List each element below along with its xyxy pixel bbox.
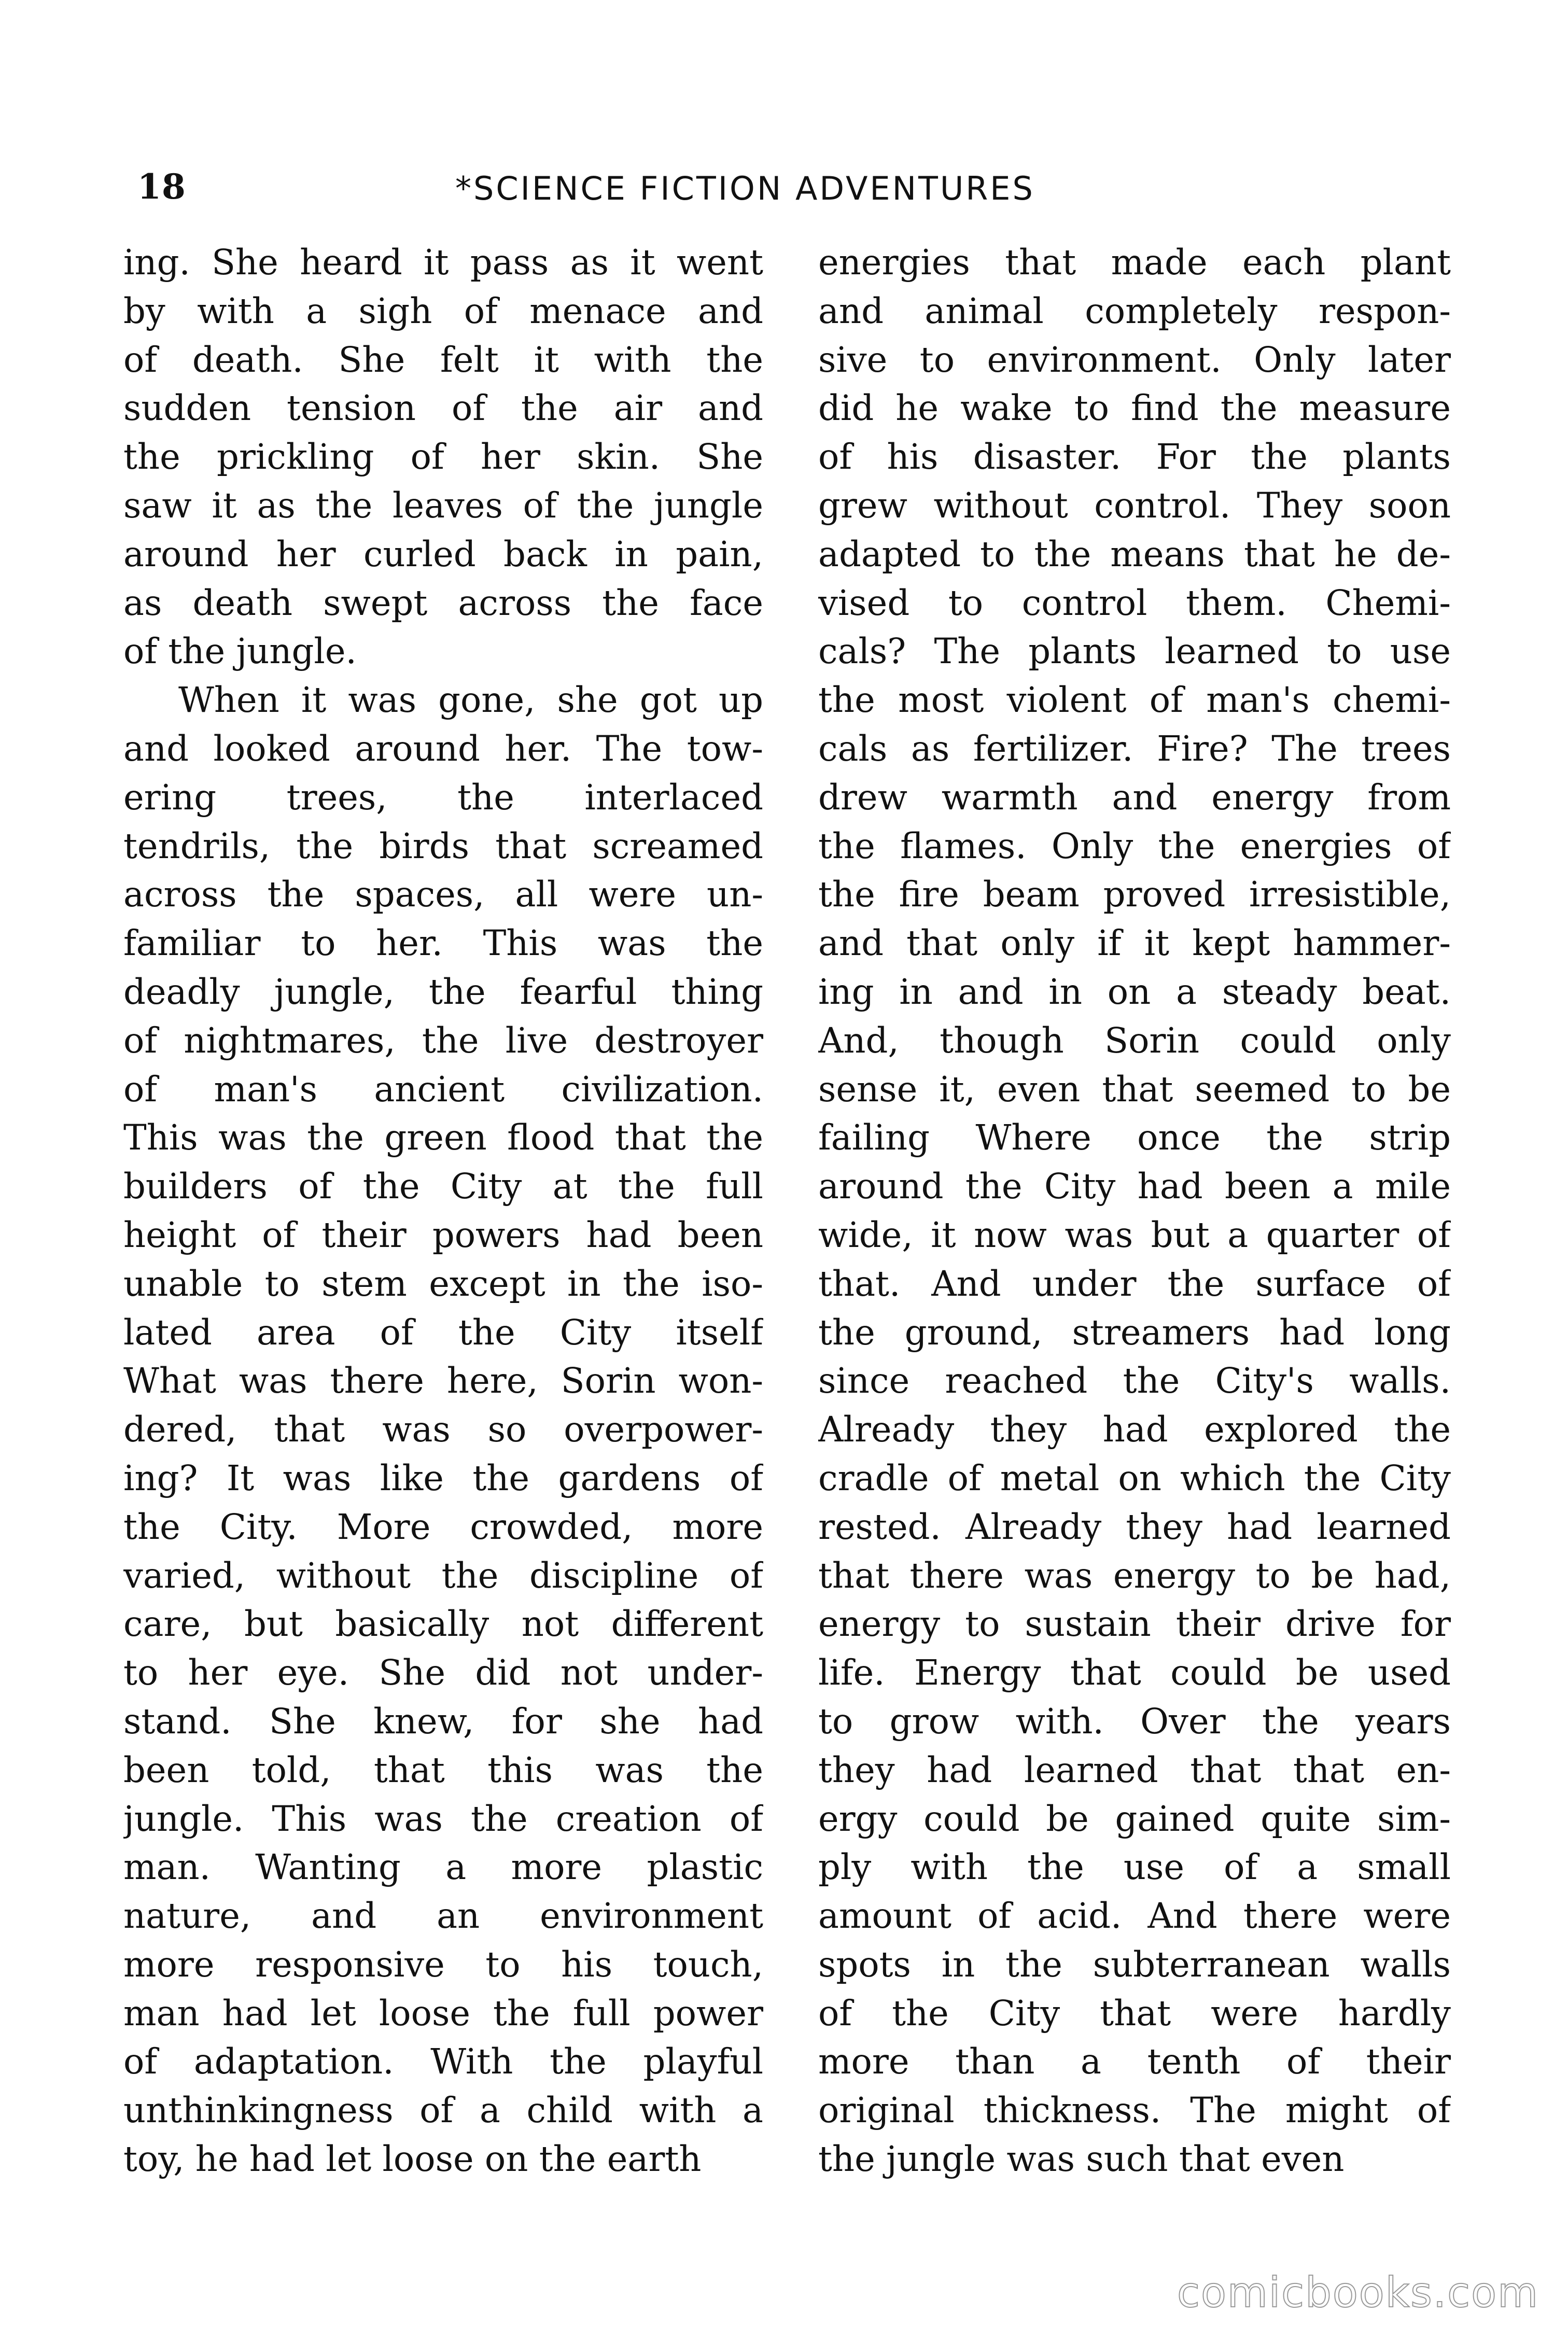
text-line: toy, he had let loose on the earth xyxy=(123,2139,702,2180)
text-line: and that only if it kept hammer- xyxy=(818,923,1451,964)
text-line: What was there here, Sorin won- xyxy=(123,1361,763,1401)
text-line: the City. More crowded, more xyxy=(123,1506,763,1547)
text-line: around the City had been a mile xyxy=(818,1166,1451,1207)
text-line: energies that made each plant xyxy=(818,242,1451,283)
text-line: ering trees, the interlaced xyxy=(123,777,763,818)
text-line: original thickness. The might of xyxy=(818,2090,1451,2131)
text-line: to her eye. She did not under- xyxy=(123,1652,763,1693)
text-line: Already they had explored the xyxy=(818,1409,1451,1450)
text-line: of his disaster. For the plants xyxy=(818,437,1451,478)
text-line: ing? It was like the gardens of xyxy=(123,1457,763,1498)
text-line: of adaptation. With the playful xyxy=(123,2041,763,2082)
text-line: When it was gone, she got up xyxy=(178,680,763,721)
text-line: failing Where once the strip xyxy=(818,1117,1451,1158)
text-line: adapted to the means that he de- xyxy=(818,534,1451,574)
text-line: deadly jungle, the fearful thing xyxy=(123,971,763,1012)
text-line: rested. Already they had learned xyxy=(818,1506,1451,1547)
text-line: This was the green flood that the xyxy=(123,1117,763,1158)
text-line: drew warmth and energy from xyxy=(818,777,1451,818)
text-line: to grow with. Over the years xyxy=(818,1701,1451,1742)
text-line: that. And under the surface of xyxy=(818,1263,1451,1304)
text-line: of death. She felt it with the xyxy=(123,339,763,380)
text-line: life. Energy that could be used xyxy=(818,1652,1451,1693)
text-line: the prickling of her skin. She xyxy=(123,437,763,478)
watermark: comicbooks.com xyxy=(1177,2268,1539,2317)
text-line: the ground, streamers had long xyxy=(818,1312,1451,1353)
text-line: sense it, even that seemed to be xyxy=(818,1069,1451,1110)
text-line: man had let loose the full power xyxy=(123,1993,763,2034)
text-line: the most violent of man's chemi- xyxy=(818,680,1451,721)
text-line: vised to control them. Chemi- xyxy=(818,582,1451,623)
text-line: lated area of the City itself xyxy=(123,1312,763,1353)
text-line: unthinkingness of a child with a xyxy=(123,2090,763,2131)
text-line: and looked around her. The tow- xyxy=(123,728,763,769)
text-line: ply with the use of a small xyxy=(818,1847,1451,1888)
running-title: *SCIENCE FICTION ADVENTURES xyxy=(455,170,1035,207)
text-line: more than a tenth of their xyxy=(818,2041,1451,2082)
text-line: And, though Sorin could only xyxy=(818,1020,1451,1061)
text-line: wide, it now was but a quarter of xyxy=(818,1214,1451,1255)
text-line: cradle of metal on which the City xyxy=(818,1457,1451,1498)
text-line: of man's ancient civilization. xyxy=(123,1069,763,1110)
text-line: tendrils, the birds that screamed xyxy=(123,825,763,866)
text-line: energy to sustain their drive for xyxy=(818,1604,1451,1645)
text-line: they had learned that that en- xyxy=(818,1749,1451,1790)
text-line: the jungle was such that even xyxy=(818,2139,1345,2180)
text-line: man. Wanting a more plastic xyxy=(123,1847,763,1888)
text-line: varied, without the discipline of xyxy=(123,1555,763,1596)
text-line: grew without control. They soon xyxy=(818,485,1451,526)
text-line: spots in the subterranean walls xyxy=(818,1944,1451,1985)
text-line: of the jungle. xyxy=(123,631,357,672)
text-line: and animal completely respon- xyxy=(818,290,1451,331)
text-line: been told, that this was the xyxy=(123,1749,763,1790)
left-text-column xyxy=(123,239,763,2184)
text-line: familiar to her. This was the xyxy=(123,923,763,964)
text-line: the flames. Only the energies of xyxy=(818,825,1451,866)
text-line: that there was energy to be had, xyxy=(818,1555,1451,1596)
text-line: across the spaces, all were un- xyxy=(123,874,763,915)
text-line: of the City that were hardly xyxy=(818,1993,1451,2034)
text-line: builders of the City at the full xyxy=(123,1166,763,1207)
text-line: did he wake to find the measure xyxy=(818,388,1451,429)
text-line: height of their powers had been xyxy=(123,1214,763,1255)
text-line: amount of acid. And there were xyxy=(818,1896,1451,1937)
text-line: stand. She knew, for she had xyxy=(123,1701,763,1742)
text-line: unable to stem except in the iso- xyxy=(123,1263,763,1304)
text-line: by with a sigh of menace and xyxy=(123,290,763,331)
right-text-column xyxy=(818,239,1451,2184)
text-line: ing in and in on a steady beat. xyxy=(818,971,1451,1012)
text-line: dered, that was so overpower- xyxy=(123,1409,763,1450)
text-line: care, but basically not different xyxy=(123,1604,763,1645)
text-line: nature, and an environment xyxy=(123,1896,763,1937)
text-line: around her curled back in pain, xyxy=(123,534,763,574)
text-line: more responsive to his touch, xyxy=(123,1944,763,1985)
text-line: of nightmares, the live destroyer xyxy=(123,1020,763,1061)
page-number: 18 xyxy=(137,166,186,207)
text-line: as death swept across the face xyxy=(123,582,763,623)
text-line: the fire beam proved irresistible, xyxy=(818,874,1451,915)
text-line: since reached the City's walls. xyxy=(818,1361,1451,1401)
text-line: sudden tension of the air and xyxy=(123,388,763,429)
text-line: saw it as the leaves of the jungle xyxy=(123,485,763,526)
text-line: cals as fertilizer. Fire? The trees xyxy=(818,728,1451,769)
text-line: ergy could be gained quite sim- xyxy=(818,1798,1451,1839)
text-line: cals? The plants learned to use xyxy=(818,631,1451,672)
text-line: ing. She heard it pass as it went xyxy=(123,242,763,283)
text-line: sive to environment. Only later xyxy=(818,339,1451,380)
text-line: jungle. This was the creation of xyxy=(123,1798,763,1839)
